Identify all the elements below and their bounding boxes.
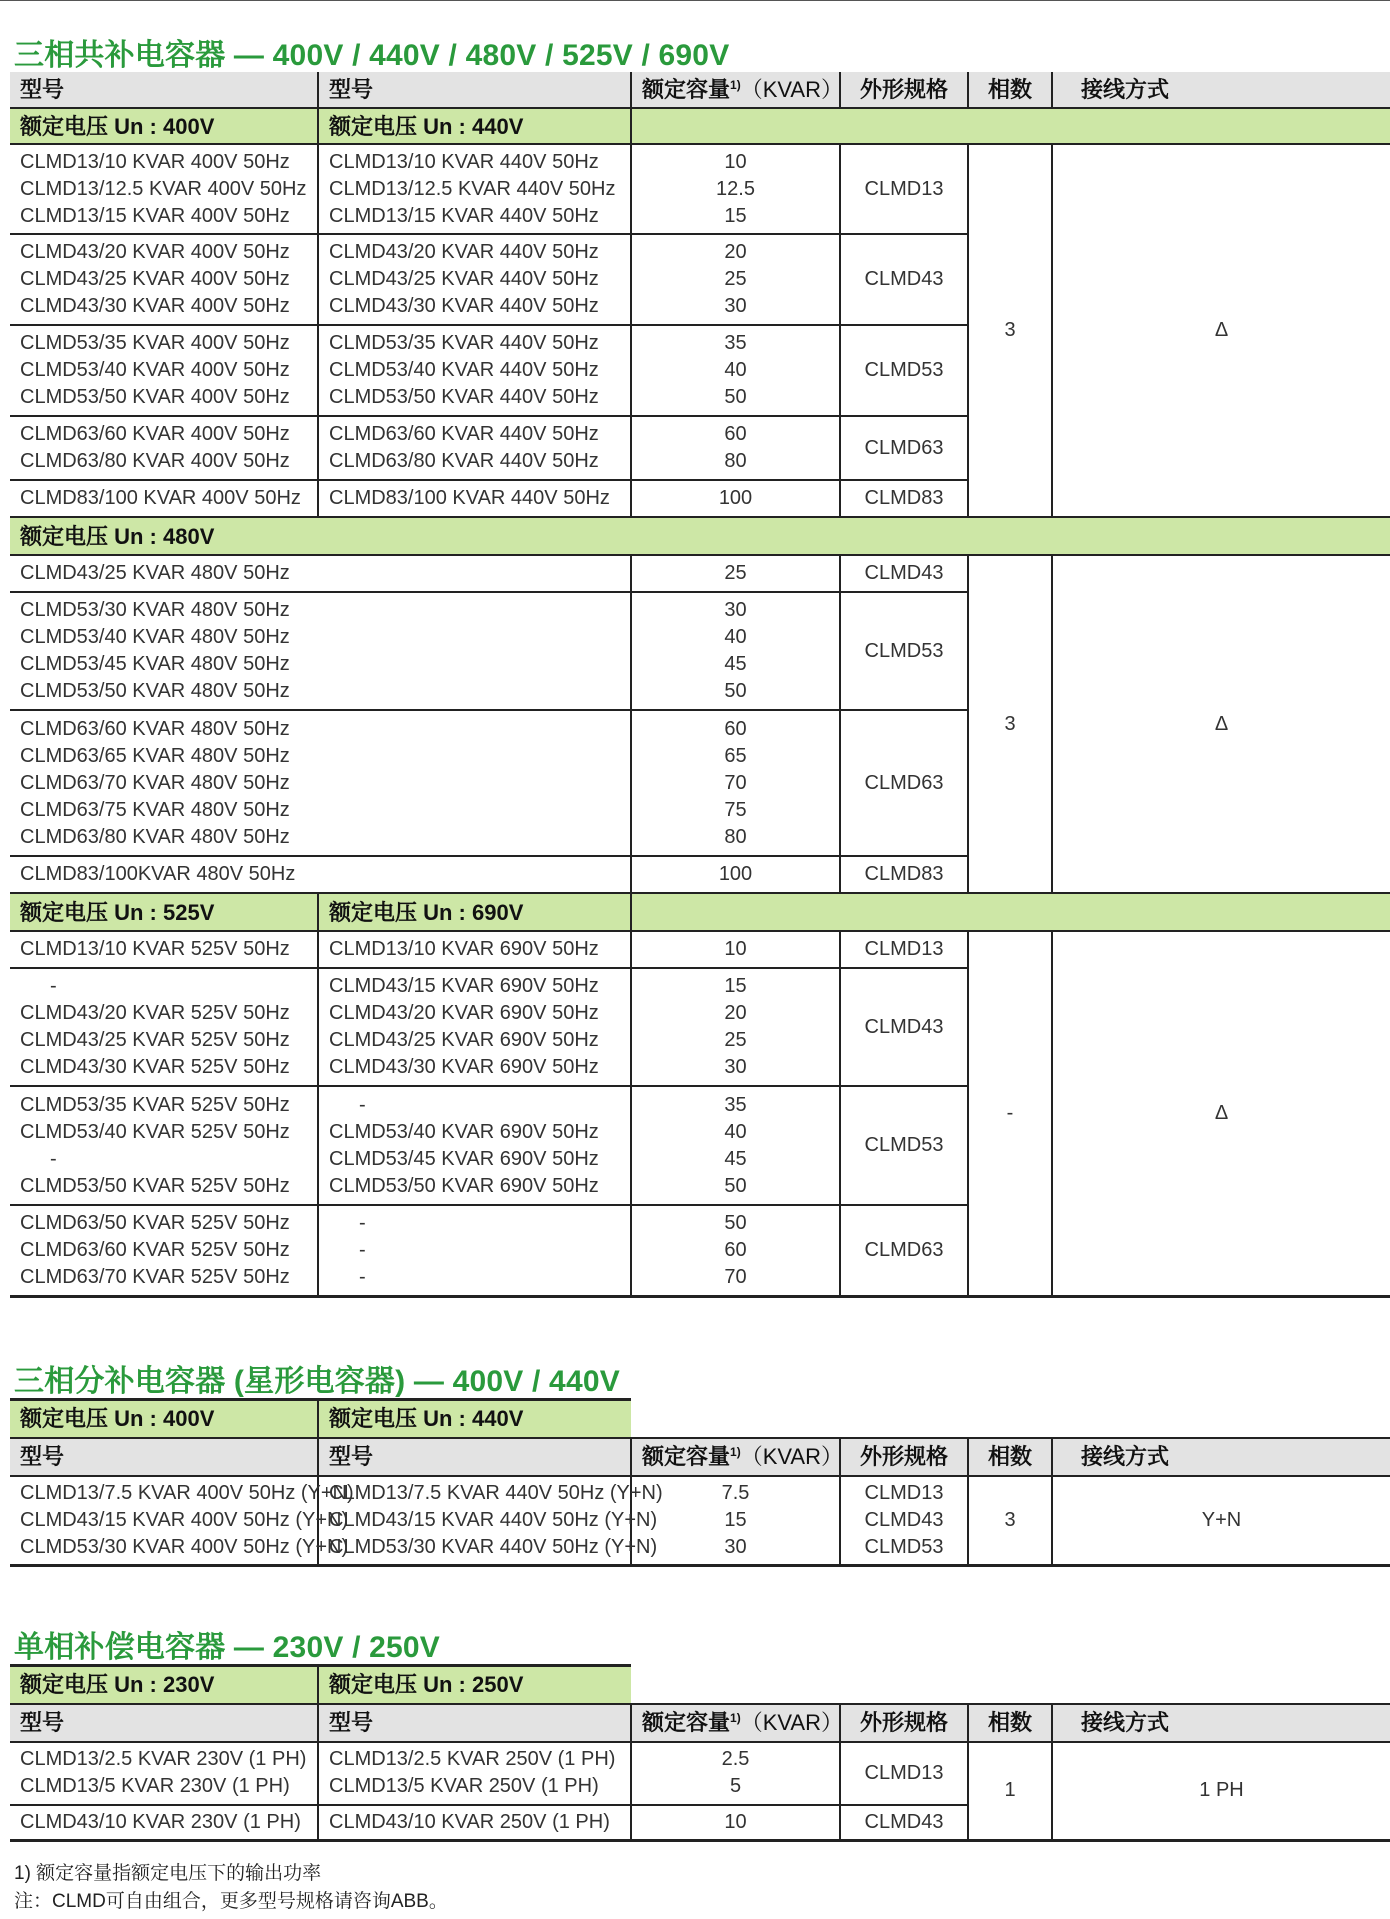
model-cell: CLMD83/100 KVAR 400V 50Hz (10, 480, 318, 517)
model-cell: CLMD63/60 KVAR 480V 50Hz CLMD63/65 KVAR 480V 50Hz CLMD63/70 KVAR 480V 50Hz CLMD63/75 KVAR 480V 50Hz CLMD63/80 KVAR 480V 50Hz (10, 710, 631, 856)
footnote-note: 注：CLMD可自由组合，更多型号规格请咨询ABB。 (14, 1891, 448, 1912)
model-cell: CLMD13/10 KVAR 440V 50Hz CLMD13/12.5 KVAR 440V 50Hz CLMD13/15 KVAR 440V 50Hz (318, 144, 631, 234)
connection-cell: Δ (1052, 555, 1390, 893)
connection-cell: Δ (1052, 931, 1390, 1296)
size-cell: CLMD63 (840, 416, 968, 480)
col-header-model-1: 型号 (10, 1704, 318, 1742)
capacity-cell: 10 (631, 931, 840, 968)
col-header-capacity: 额定容量$^{1)}$（KVAR） (631, 72, 840, 108)
model-cell: CLMD53/35 KVAR 525V 50Hz CLMD53/40 KVAR 525V 50Hz - CLMD53/50 KVAR 525V 50Hz (10, 1086, 318, 1205)
section-title-single-phase: 单相补偿电容器 — 230V / 250V (14, 1631, 441, 1664)
col-header-phase: 相数 (968, 1438, 1052, 1476)
model-cell: CLMD83/100 KVAR 440V 50Hz (318, 480, 631, 517)
voltage-band-row (10, 108, 1390, 144)
model-cell: CLMD13/10 KVAR 400V 50Hz CLMD13/12.5 KVAR 400V 50Hz CLMD13/15 KVAR 400V 50Hz (10, 144, 318, 234)
capacity-cell: 35 40 50 (631, 325, 840, 416)
model-cell: CLMD13/7.5 KVAR 400V 50Hz (Y+N) CLMD43/15 KVAR 400V 50Hz (Y+N) CLMD53/30 KVAR 400V 50Hz (Y+N) (10, 1476, 318, 1566)
model-cell: CLMD63/60 KVAR 400V 50Hz CLMD63/80 KVAR 400V 50Hz (10, 416, 318, 480)
col-header-size: 外形规格 (840, 1438, 968, 1476)
table-row (10, 931, 1390, 968)
size-cell: CLMD13 (840, 1742, 968, 1805)
col-header-phase: 相数 (968, 72, 1052, 108)
model-cell: CLMD43/25 KVAR 480V 50Hz (10, 555, 631, 592)
voltage-band-label: 额定电压 Un : 400V (10, 108, 318, 144)
voltage-band-label: 额定电压 Un : 440V (318, 108, 631, 144)
connection-cell: 1 PH (1052, 1742, 1390, 1841)
model-cell: CLMD43/20 KVAR 440V 50Hz CLMD43/25 KVAR 440V 50Hz CLMD43/30 KVAR 440V 50Hz (318, 234, 631, 325)
model-cell: CLMD43/15 KVAR 690V 50Hz CLMD43/20 KVAR 690V 50Hz CLMD43/25 KVAR 690V 50Hz CLMD43/30 KVAR 690V 50Hz (318, 968, 631, 1086)
capacity-cell: 25 (631, 555, 840, 592)
voltage-band-label: 额定电压 Un : 400V (10, 1400, 318, 1438)
model-cell: CLMD43/20 KVAR 400V 50Hz CLMD43/25 KVAR 400V 50Hz CLMD43/30 KVAR 400V 50Hz (10, 234, 318, 325)
table-three-phase-delta (10, 72, 1390, 1298)
voltage-band-label: 额定电压 Un : 250V (318, 1666, 631, 1704)
voltage-band-label: 额定电压 Un : 525V (10, 893, 318, 931)
table-header-row (10, 72, 1390, 108)
table-row (10, 1742, 1390, 1805)
col-header-connection: 接线方式 (1052, 72, 1390, 108)
table-row (10, 555, 1390, 592)
size-cell: CLMD83 (840, 480, 968, 517)
model-cell: CLMD13/2.5 KVAR 230V (1 PH) CLMD13/5 KVAR 230V (1 PH) (10, 1742, 318, 1805)
capacity-cell: 35 40 45 50 (631, 1086, 840, 1205)
size-cell: CLMD43 (840, 555, 968, 592)
table-header-row (10, 1704, 1390, 1742)
table-row (10, 1476, 1390, 1566)
capacity-cell: 100 (631, 856, 840, 893)
voltage-band-label: 额定电压 Un : 230V (10, 1666, 318, 1704)
size-cell: CLMD43 (840, 968, 968, 1086)
col-header-model-1: 型号 (10, 72, 318, 108)
capacity-cell: 100 (631, 480, 840, 517)
capacity-cell: 10 (631, 1805, 840, 1841)
voltage-band-row (10, 1666, 1390, 1704)
voltage-band-label: 额定电压 Un : 690V (318, 893, 631, 931)
model-cell: - CLMD43/20 KVAR 525V 50Hz CLMD43/25 KVAR 525V 50Hz CLMD43/30 KVAR 525V 50Hz (10, 968, 318, 1086)
col-header-model-2: 型号 (318, 72, 631, 108)
capacity-cell: 30 40 45 50 (631, 592, 840, 710)
voltage-band-label: 额定电压 Un : 440V (318, 1400, 631, 1438)
model-cell: CLMD13/10 KVAR 690V 50Hz (318, 931, 631, 968)
model-cell: CLMD13/7.5 KVAR 440V 50Hz (Y+N) CLMD43/15 KVAR 440V 50Hz (Y+N) CLMD53/30 KVAR 440V 50Hz (Y+N) (318, 1476, 631, 1566)
table-single-phase (10, 1664, 1390, 1842)
model-cell: - - - (318, 1205, 631, 1296)
col-header-model-1: 型号 (10, 1438, 318, 1476)
capacity-cell: 20 25 30 (631, 234, 840, 325)
model-cell: CLMD53/35 KVAR 440V 50Hz CLMD53/40 KVAR 440V 50Hz CLMD53/50 KVAR 440V 50Hz (318, 325, 631, 416)
size-cell: CLMD53 (840, 1086, 968, 1205)
phase-cell: 1 (968, 1742, 1052, 1841)
table-three-phase-star (10, 1398, 1390, 1567)
phase-cell: 3 (968, 555, 1052, 893)
col-header-capacity: 额定容量$^{1)}$（KVAR） (631, 1704, 840, 1742)
voltage-band-row (10, 1400, 1390, 1438)
col-header-connection: 接线方式 (1052, 1438, 1390, 1476)
phase-cell: - (968, 931, 1052, 1296)
size-cell: CLMD53 (840, 325, 968, 416)
capacity-cell: 60 80 (631, 416, 840, 480)
top-rule (0, 0, 1390, 1)
size-cell: CLMD63 (840, 710, 968, 856)
voltage-band-row (10, 893, 1390, 931)
capacity-cell: 60 65 70 75 80 (631, 710, 840, 856)
model-cell: CLMD43/10 KVAR 230V (1 PH) (10, 1805, 318, 1841)
model-cell: CLMD13/2.5 KVAR 250V (1 PH) CLMD13/5 KVAR 250V (1 PH) (318, 1742, 631, 1805)
connection-cell: Δ (1052, 144, 1390, 517)
voltage-band-label: 额定电压 Un : 480V (10, 517, 1390, 555)
size-cell: CLMD63 (840, 1205, 968, 1296)
capacity-cell: 50 60 70 (631, 1205, 840, 1296)
capacity-cell: 7.5 15 30 (631, 1476, 840, 1566)
col-header-model-2: 型号 (318, 1704, 631, 1742)
phase-cell: 3 (968, 144, 1052, 517)
col-header-size: 外形规格 (840, 72, 968, 108)
col-header-connection: 接线方式 (1052, 1704, 1390, 1742)
table-row (10, 144, 1390, 234)
col-header-size: 外形规格 (840, 1704, 968, 1742)
col-header-phase: 相数 (968, 1704, 1052, 1742)
size-cell: CLMD43 (840, 234, 968, 325)
size-cell: CLMD13 (840, 144, 968, 234)
col-header-model-2: 型号 (318, 1438, 631, 1476)
size-cell: CLMD53 (840, 592, 968, 710)
size-cell: CLMD13 CLMD43 CLMD53 (840, 1476, 968, 1566)
model-cell: CLMD63/50 KVAR 525V 50Hz CLMD63/60 KVAR 525V 50Hz CLMD63/70 KVAR 525V 50Hz (10, 1205, 318, 1296)
model-cell: CLMD53/35 KVAR 400V 50Hz CLMD53/40 KVAR 400V 50Hz CLMD53/50 KVAR 400V 50Hz (10, 325, 318, 416)
footnote-capacity: 1) 额定容量指额定电压下的输出功率 (14, 1863, 322, 1884)
size-cell: CLMD13 (840, 931, 968, 968)
phase-cell: 3 (968, 1476, 1052, 1566)
section-title-three-phase-star: 三相分补电容器 (星形电容器) — 400V / 440V (14, 1365, 620, 1398)
voltage-band-row (10, 517, 1390, 555)
model-cell: CLMD53/30 KVAR 480V 50Hz CLMD53/40 KVAR 480V 50Hz CLMD53/45 KVAR 480V 50Hz CLMD53/50 KVAR 480V 50Hz (10, 592, 631, 710)
model-cell: CLMD83/100KVAR 480V 50Hz (10, 856, 631, 893)
size-cell: CLMD43 (840, 1805, 968, 1841)
capacity-cell: 15 20 25 30 (631, 968, 840, 1086)
capacity-cell: 10 12.5 15 (631, 144, 840, 234)
model-cell: CLMD43/10 KVAR 250V (1 PH) (318, 1805, 631, 1841)
model-cell: CLMD63/60 KVAR 440V 50Hz CLMD63/80 KVAR 440V 50Hz (318, 416, 631, 480)
connection-cell: Y+N (1052, 1476, 1390, 1566)
size-cell: CLMD83 (840, 856, 968, 893)
capacity-cell: 2.5 5 (631, 1742, 840, 1805)
table-header-row (10, 1438, 1390, 1476)
section-title-three-phase-delta: 三相共补电容器 — 400V / 440V / 480V / 525V / 690V (14, 39, 730, 72)
col-header-capacity: 额定容量$^{1)}$（KVAR） (631, 1438, 840, 1476)
model-cell: - CLMD53/40 KVAR 690V 50Hz CLMD53/45 KVAR 690V 50Hz CLMD53/50 KVAR 690V 50Hz (318, 1086, 631, 1205)
model-cell: CLMD13/10 KVAR 525V 50Hz (10, 931, 318, 968)
